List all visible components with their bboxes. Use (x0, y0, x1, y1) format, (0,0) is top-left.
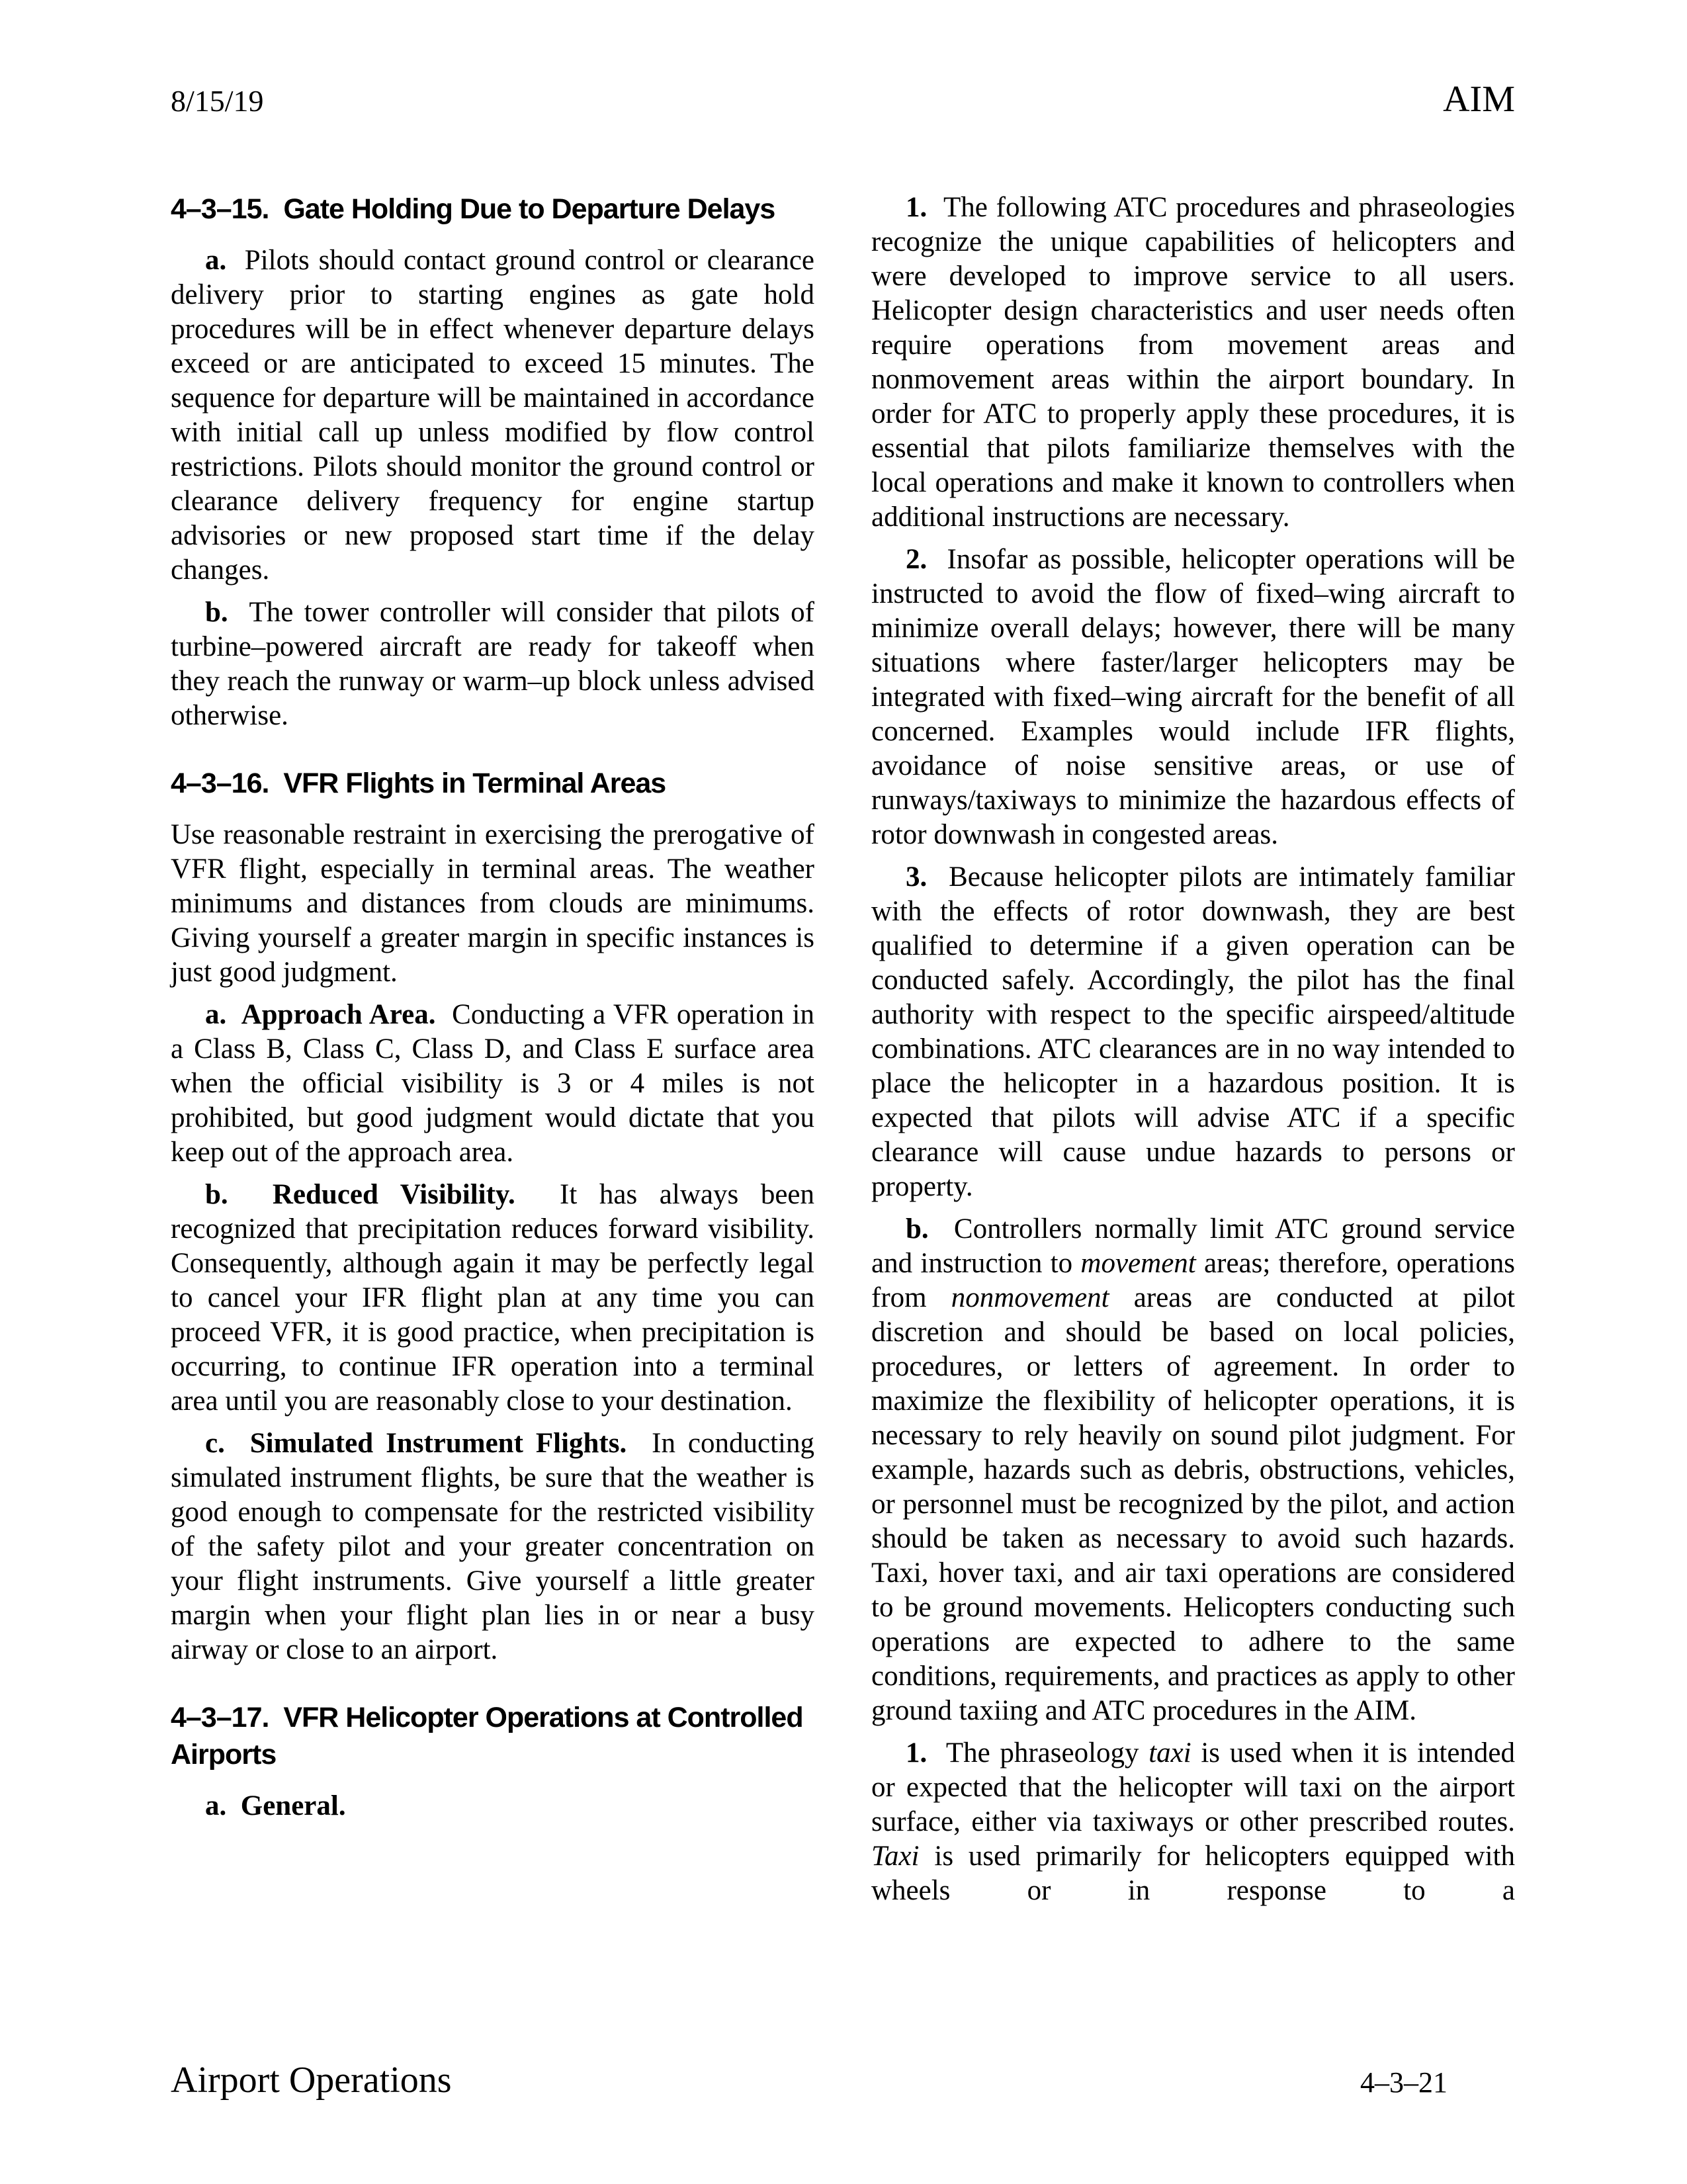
paragraph (871, 1212, 1515, 1728)
text-run: In conducting simulated instrument flights, be sure that the weather is good enough to compensate for the restricted visibility of the safety pilot and your greater concentration on your flight instruments. Give yourself a little greater margin when your flight plan lies in or near a busy airway or close to an airport. (171, 1428, 814, 1665)
text-run: Because helicopter pilots are intimately familiar with the effects of rotor downwash, they are best qualified to determine if a given operation can be conducted safely. Accordingly, the pilot has the final authority with respect to the specific airspeed/altitude combinations. ATC clearances are in no way intended to place the helicopter in a hazardous position. It is expected that pilots will advise ATC if a specific clearance will cause undue hazards to persons or property. (871, 861, 1515, 1202)
header-manual-title: AIM (1443, 79, 1515, 120)
text-run: Conducting a VFR operation in a Class B, Class C, Class D, and Class E surface area when the official visibility is 3 or 4 miles is not prohibited, but good judgment would dictate that you keep out of the approach area. (171, 999, 814, 1168)
footer-page-number: 4–3–21 (1360, 2066, 1448, 2099)
bold-run: a. (205, 245, 227, 276)
text-run: is used when it is intended or expected that the helicopter will taxi on the airport surface, either via taxiways or other prescribed routes. (871, 1737, 1516, 1837)
text-run: The tower controller will consider that pilots of turbine–powered aircraft are ready for takeoff when they reach the runway or warm–up block unless advised otherwise. (171, 597, 814, 731)
text-run: Use reasonable restraint in exercising the prerogative of VFR flight, especially in terminal areas. The weather minimums and distances from clouds are minimums. Giving yourself a greater margin in specific instances is just good judgment. (171, 819, 814, 988)
italic-run: movement (1080, 1248, 1196, 1279)
page-footer (171, 2059, 1515, 2101)
bold-run: b. Reduced Visibility. (205, 1179, 515, 1210)
bold-run: c. Simulated Instrument Flights. (205, 1428, 627, 1459)
paragraph (171, 1178, 814, 1419)
text-run: Controllers normally limit ATC ground service and instruction to (871, 1213, 1515, 1279)
bold-run: a. Approach Area. (205, 999, 436, 1030)
bold-run: b. (906, 1213, 929, 1245)
italic-run: Taxi (871, 1841, 920, 1872)
paragraph (871, 860, 1515, 1204)
paragraph (171, 1426, 814, 1667)
text-run: The phraseology (927, 1737, 1149, 1769)
bold-run: 1. (906, 1737, 928, 1769)
paragraph (171, 243, 814, 588)
paragraph (171, 818, 814, 990)
text-run: Insofar as possible, helicopter operations will be instructed to avoid the flow of fixed–wing aircraft to minimize overall delays; however, there will be many situations where faster/larger helicopters may be integrated with fixed–wing aircraft for the benefit of all concerned. Examples would include IFR flights, avoidance of noise sensitive areas, or use of runways/taxiways to minimize the hazardous effects of rotor downwash in congested areas. (871, 544, 1515, 850)
text-run: areas are conducted at pilot discretion and should be based on local policies, procedures, or letters of agreement. In order to maximize the flexibility of helicopter operations, it is necessary to rely heavily on sound pilot judgment. For example, hazards such as debris, obstructions, vehicles, or personnel must be recognized by the pilot, and action should be taken as necessary to avoid such hazards. Taxi, hover taxi, and air taxi operations are considered to be ground movements. Helicopters conducting such operations are expected to adhere to the same conditions, requirements, and practices as apply to other ground taxiing and ATC procedures in the AIM. (871, 1282, 1515, 1726)
paragraph (871, 543, 1515, 852)
text-run: The following ATC procedures and phraseologies recognize the unique capabilities of helicopters and were developed to improve service to all users. Helicopter design characteristics and user needs often require operations from movement areas and nonmovement areas within the airport boundary. In order for ATC to properly apply these procedures, it is essential that pilots familiarize themselves with the local operations and make it known to controllers when additional instructions are necessary. (871, 192, 1515, 533)
paragraph (171, 595, 814, 733)
bold-run: 3. (906, 861, 928, 893)
page-header (171, 78, 1515, 120)
left-column (171, 191, 814, 1908)
italic-run: taxi (1148, 1737, 1191, 1769)
bold-run: b. (205, 597, 228, 628)
section-heading: 4–3–15. Gate Holding Due to Departure Delays (171, 193, 775, 225)
bold-run: 1. (906, 192, 928, 223)
text-run: It has always been recognized that precipitation reduces forward visibility. Consequently, although again it may be perfectly legal to cancel your IFR flight plan at any time you can proceed VFR, it is good practice, when precipitation is occurring, to continue IFR operation into a terminal area until you are reasonably close to your destination. (171, 1179, 814, 1417)
section-heading: 4–3–16. VFR Flights in Terminal Areas (171, 767, 666, 799)
italic-run: nonmovement (951, 1282, 1109, 1313)
text-run: areas; therefore, operations from (871, 1248, 1515, 1313)
paragraph (871, 191, 1515, 535)
paragraph (171, 998, 814, 1170)
section-heading: 4–3–17. VFR Helicopter Operations at Controlled Airports (171, 1702, 803, 1770)
right-column (871, 191, 1515, 1908)
text-run: is used primarily for helicopters equipped with wheels or in response to a (871, 1841, 1515, 1906)
text-run: Pilots should contact ground control or clearance delivery prior to starting engines as gate hold procedures will be in effect whenever departure delays exceed or are anticipated to exceed 15 minutes. The sequence for departure will be maintained in accordance with initial call up unless modified by flow control restrictions. Pilots should monitor the ground control or clearance delivery frequency for engine startup advisories or new proposed start time if the delay changes. (171, 245, 814, 586)
paragraph (171, 1789, 814, 1823)
header-date: 8/15/19 (171, 84, 264, 118)
footer-section-title: Airport Operations (171, 2060, 452, 2101)
two-column-body (171, 191, 1515, 1908)
bold-run: a. General. (205, 1790, 346, 1821)
paragraph (871, 1736, 1515, 1908)
bold-run: 2. (906, 544, 928, 575)
